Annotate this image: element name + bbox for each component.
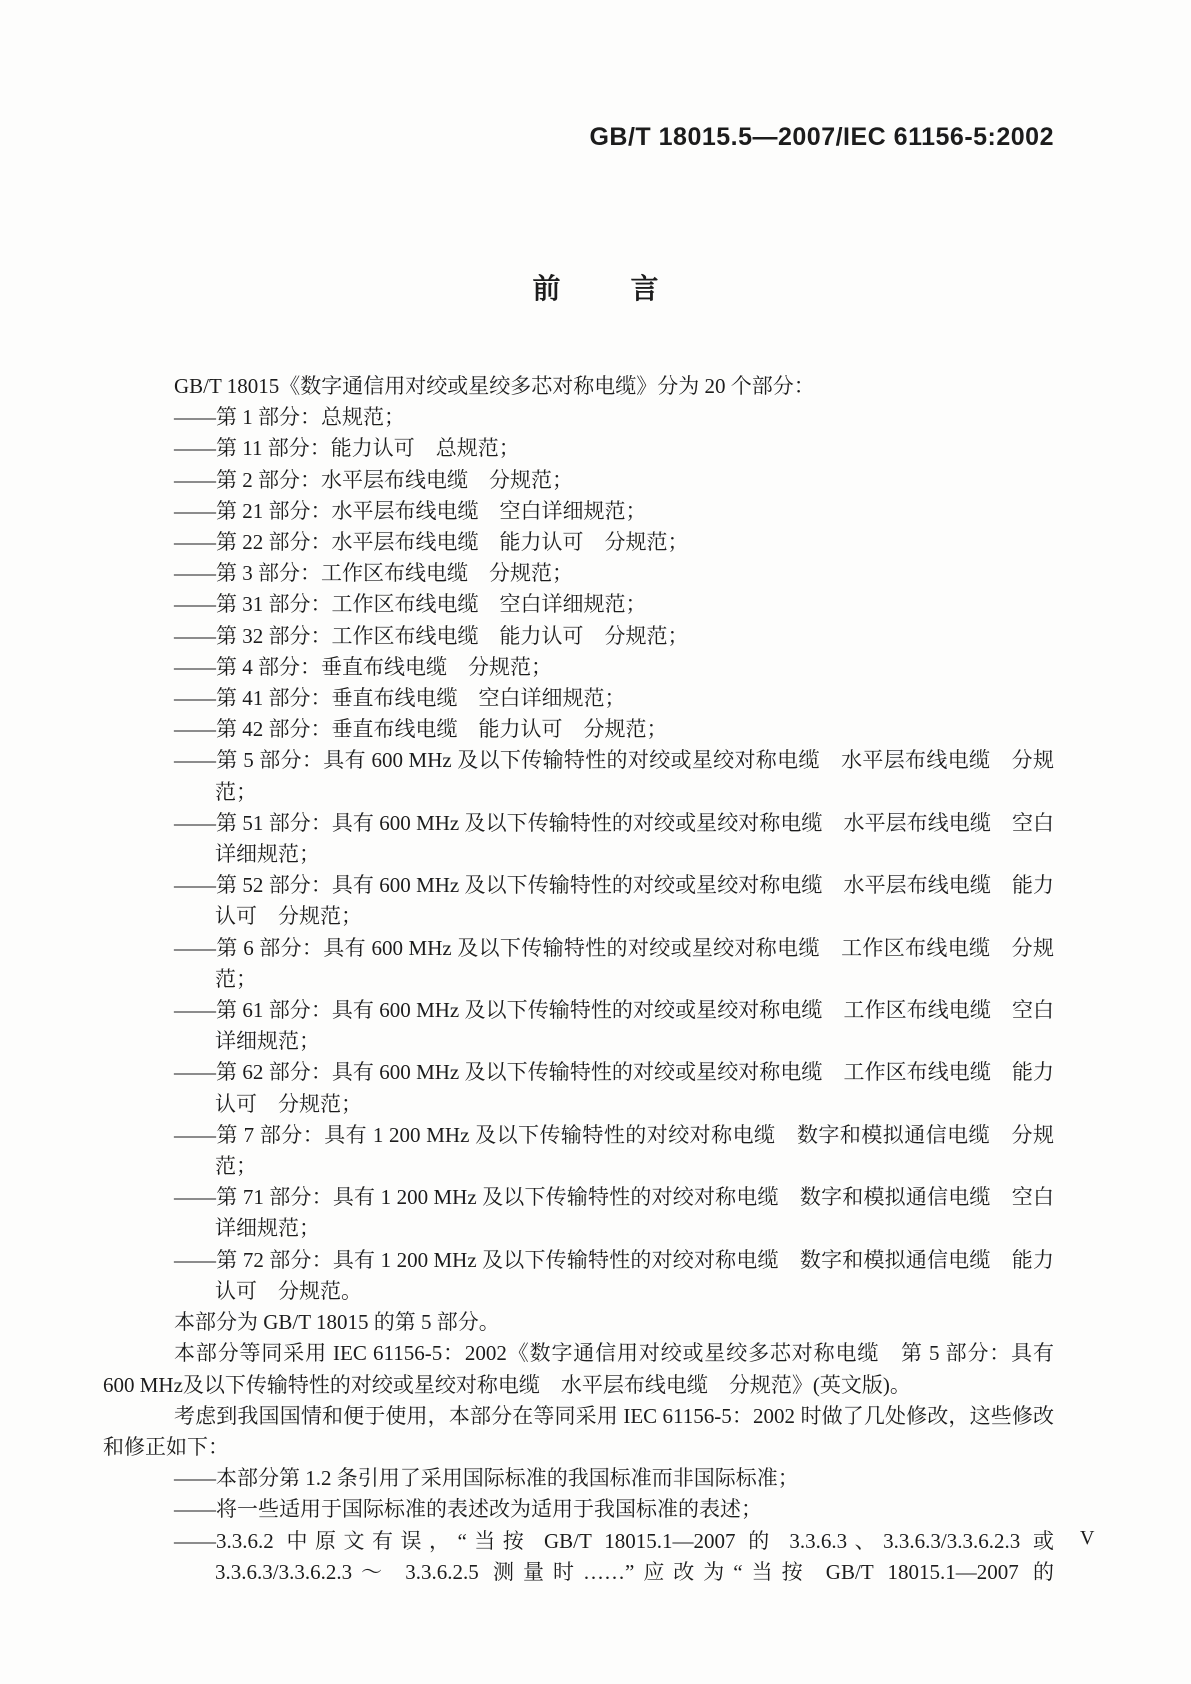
part-item: ——第 2 部分：水平层布线电缆 分规范； [174,467,573,492]
statement-paragraph-3: 考虑到我国国情和便于使用，本部分在等同采用 IEC 61156-5：2002 时做了几处修改，这些修改和修正如下： [103,1403,1054,1459]
statement-paragraph-1: 本部分为 GB/T 18015 的第 5 部分。 [174,1310,500,1335]
part-item: ——第 51 部分：具有 600 MHz 及以下传输特性的对绞或星绞对称电缆 水平层布线电缆 空白详细规范； [174,810,1054,867]
page-title [0,273,1191,305]
part-item: ——第 32 部分：工作区布线电缆 能力认可 分规范； [174,623,689,648]
part-item: ——第 1 部分：总规范； [174,405,405,430]
modifications-list [103,1463,1054,1588]
modification-item: ——3.3.6.2 中原文有误，“当按 GB/T 18015.1—2007 的 3.3.6.3、3.3.6.3/3.3.6.2.3 或 3.3.6.3/3.3.6.2.3～ 3.3.6.2.5 测量时……”应改为“当按 GB/T 18015.1—2007 的 [174,1528,1054,1584]
modification-item: ——将一些适用于国际标准的表述改为适用于我国标准的表述； [174,1497,762,1522]
foreword-intro: GB/T 18015《数字通信用对绞或星绞多芯对称电缆》分为 20 个部分： [174,374,815,398]
standard-code: GB/T 18015.5—2007/IEC 61156-5:2002 [589,123,1054,151]
part-item: ——第 52 部分：具有 600 MHz 及以下传输特性的对绞或星绞对称电缆 水平层布线电缆 能力认可 分规范； [174,873,1054,929]
part-item: ——第 11 部分：能力认可 总规范； [174,436,520,461]
part-item: ——第 31 部分：工作区布线电缆 空白详细规范； [174,592,647,617]
part-item: ——第 42 部分：垂直布线电缆 能力认可 分规范； [174,717,668,742]
part-item: ——第 61 部分：具有 600 MHz 及以下传输特性的对绞或星绞对称电缆 工作区布线电缆 空白详细规范； [174,998,1054,1054]
page-number: V [1080,1527,1095,1549]
part-item: ——第 7 部分：具有 1 200 MHz 及以下传输特性的对绞对称电缆 数字和模拟通信电缆 分规范； [174,1122,1054,1179]
part-item: ——第 3 部分：工作区布线电缆 分规范； [174,561,573,586]
foreword-body [103,371,1054,1588]
modification-item: ——本部分第 1.2 条引用了采用国际标准的我国标准而非国际标准； [174,1466,799,1491]
part-item: ——第 72 部分：具有 1 200 MHz 及以下传输特性的对绞对称电缆 数字和模拟通信电缆 能力认可 分规范。 [174,1247,1054,1303]
parts-list [103,402,1054,1307]
title-char-right: 言 [630,273,659,304]
part-item: ——第 21 部分：水平层布线电缆 空白详细规范； [174,498,647,523]
part-item: ——第 41 部分：垂直布线电缆 空白详细规范； [174,686,626,711]
title-char-left: 前 [532,273,561,304]
part-item: ——第 4 部分：垂直布线电缆 分规范； [174,654,552,679]
part-item: ——第 71 部分：具有 1 200 MHz 及以下传输特性的对绞对称电缆 数字和模拟通信电缆 空白详细规范； [174,1185,1054,1241]
part-item: ——第 62 部分：具有 600 MHz 及以下传输特性的对绞或星绞对称电缆 工作区布线电缆 能力认可 分规范； [174,1060,1054,1116]
part-item: ——第 6 部分：具有 600 MHz 及以下传输特性的对绞或星绞对称电缆 工作区布线电缆 分规范； [174,935,1054,991]
part-item: ——第 5 部分：具有 600 MHz 及以下传输特性的对绞或星绞对称电缆 水平层布线电缆 分规范； [174,748,1054,804]
part-item: ——第 22 部分：水平层布线电缆 能力认可 分规范； [174,530,689,555]
statement-paragraph-2: 本部分等同采用 IEC 61156-5：2002《数字通信用对绞或星绞多芯对称电缆 第 5 部分：具有 600 MHz及以下传输特性的对绞或星绞对称电缆 水平层布线电缆 分规范》(英文版)。 [103,1341,1054,1397]
